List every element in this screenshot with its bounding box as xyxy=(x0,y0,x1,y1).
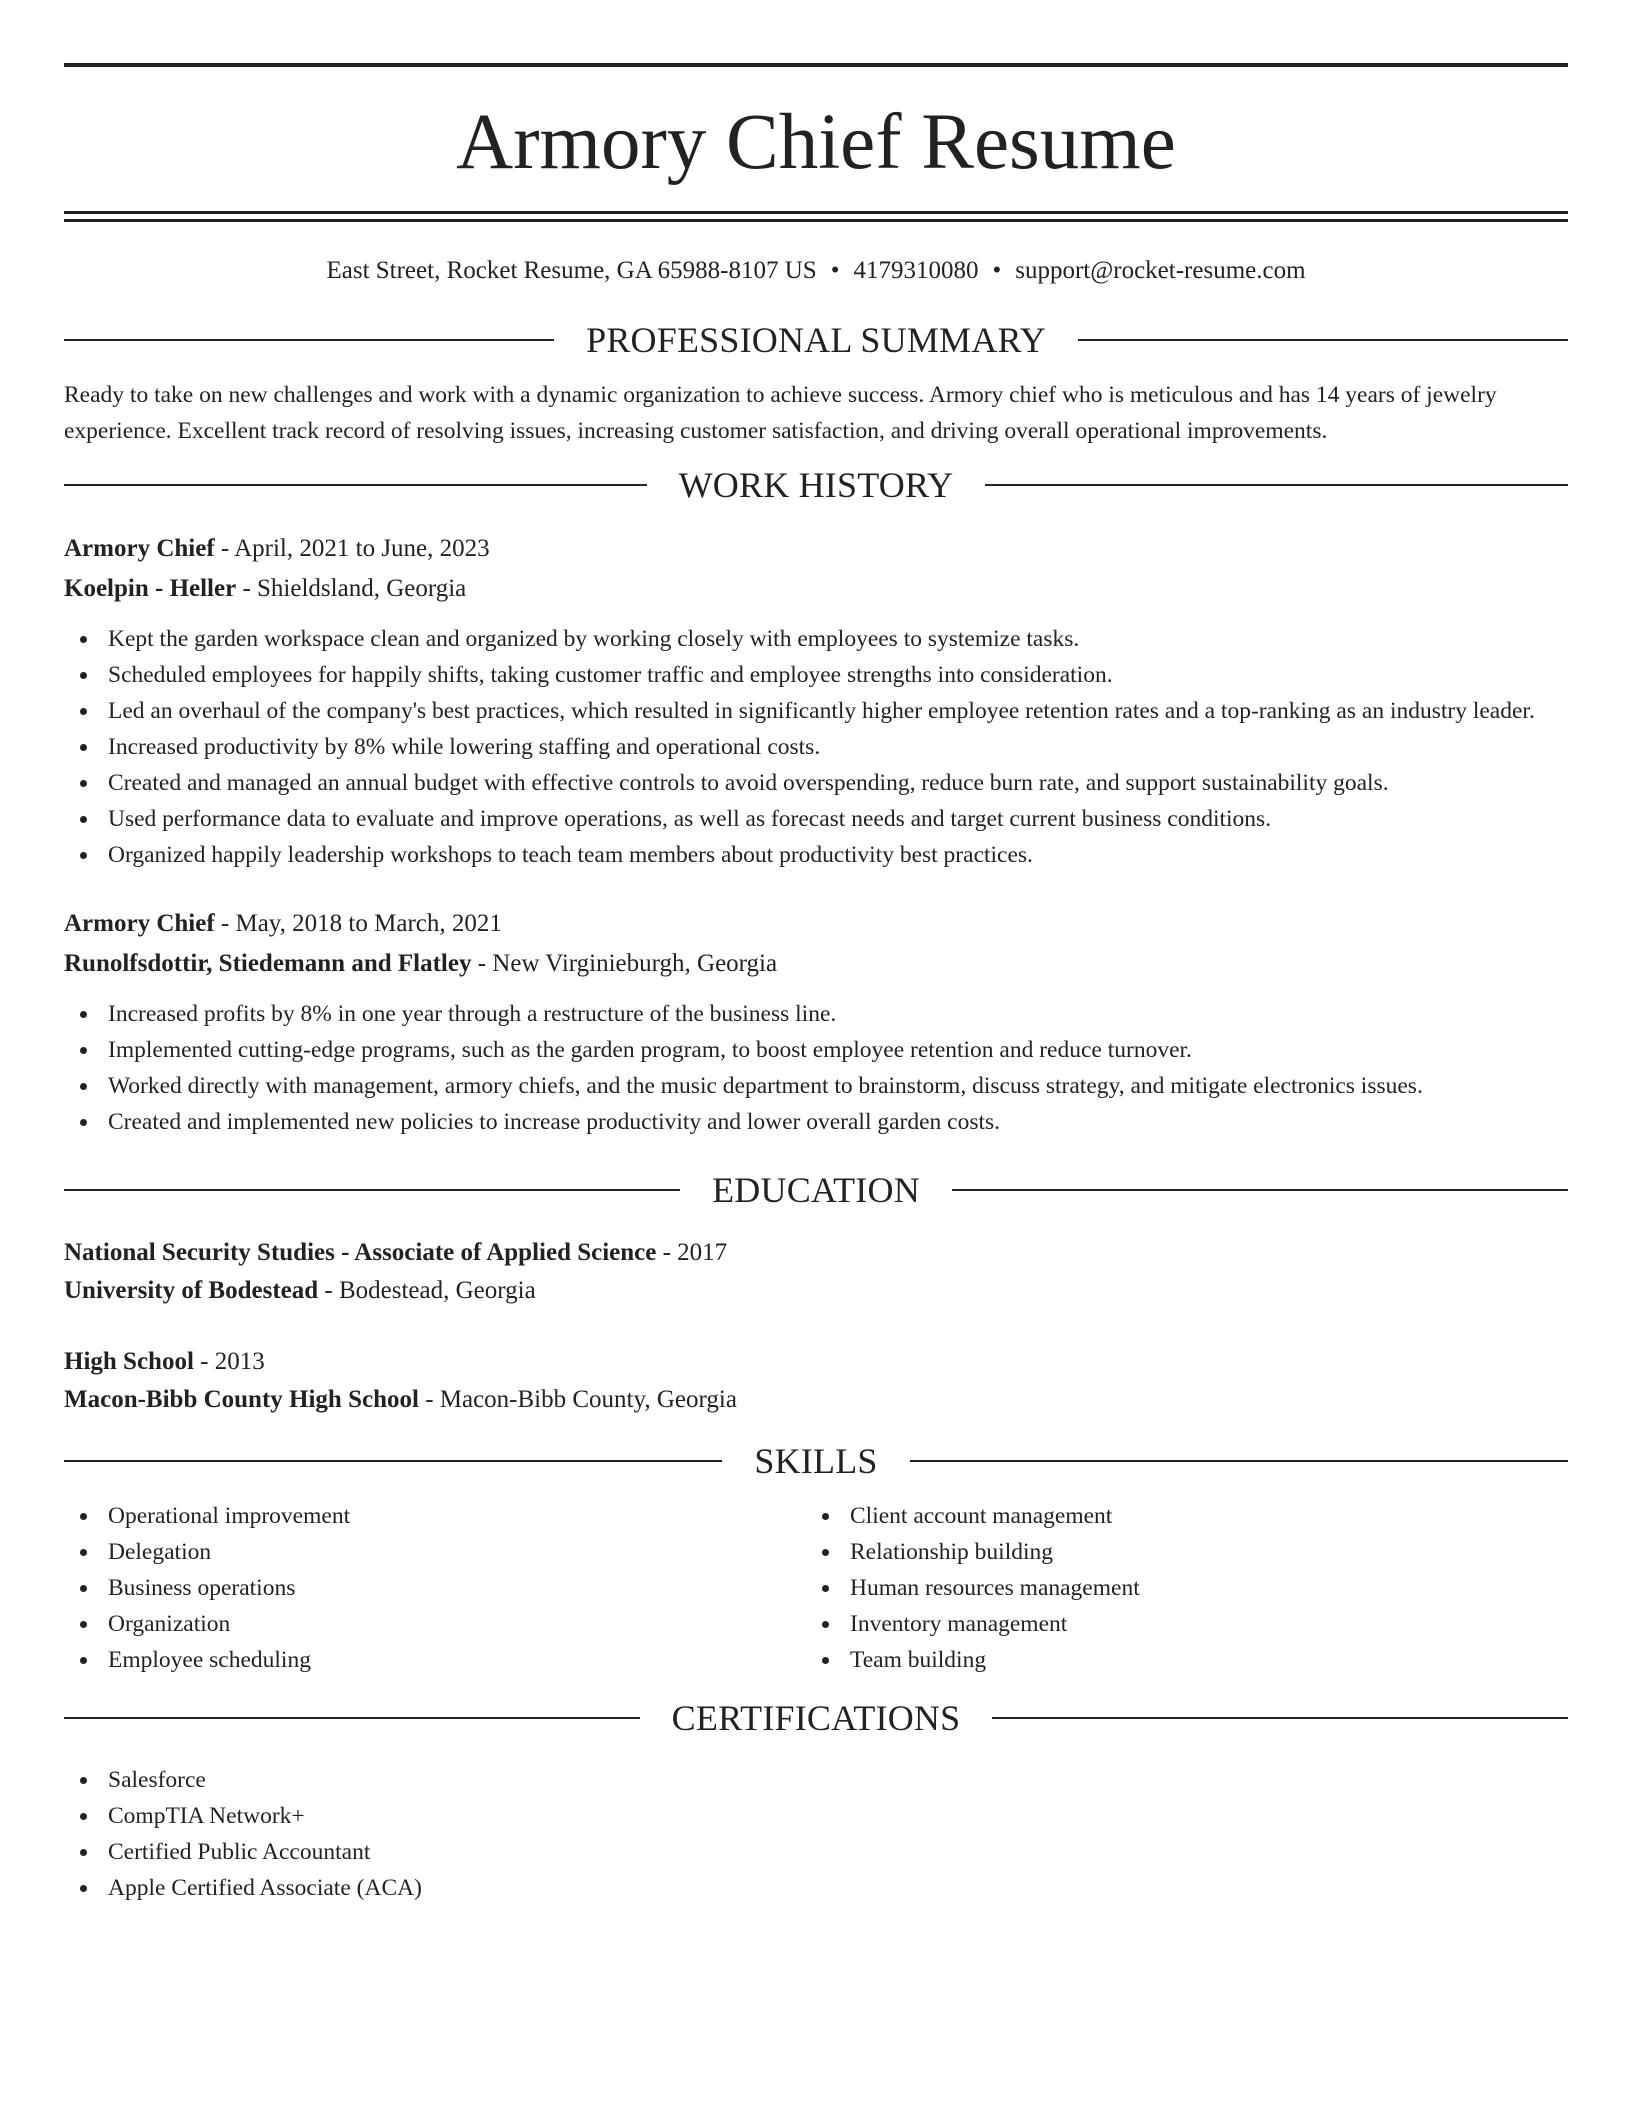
list-item: Certified Public Accountant xyxy=(64,1834,1568,1870)
heading-rule xyxy=(64,1460,722,1462)
job-company-line xyxy=(64,944,1568,984)
contact-phone: 4179310080 xyxy=(853,257,979,284)
list-item: Organization xyxy=(64,1606,806,1642)
heading-rule xyxy=(1078,339,1568,341)
job-title-line xyxy=(64,904,1568,944)
skills-column-right xyxy=(806,1498,1548,1678)
job-company-line xyxy=(64,569,1568,609)
certifications-list xyxy=(64,1762,1568,1906)
job-location: - Shieldsland, Georgia xyxy=(236,575,467,602)
section-heading-work xyxy=(64,467,1568,503)
heading-rule xyxy=(910,1460,1568,1462)
section-title: WORK HISTORY xyxy=(678,465,954,505)
education-school: Macon-Bibb County High School xyxy=(64,1386,419,1413)
job-entry xyxy=(64,529,1568,873)
section-title: CERTIFICATIONS xyxy=(671,1698,961,1738)
section-heading-skills xyxy=(64,1443,1568,1479)
contact-email: support@rocket-resume.com xyxy=(1015,257,1306,284)
list-item: Client account management xyxy=(806,1498,1548,1534)
job-dates: - May, 2018 to March, 2021 xyxy=(214,910,502,937)
education-entry xyxy=(64,1234,1568,1310)
list-item: Led an overhaul of the company's best practices, which resulted in significantly higher employee retention rates and a top-ranking as an industry leader. xyxy=(64,693,1568,729)
page-title: Armory Chief Resume xyxy=(456,99,1176,186)
heading-rule xyxy=(992,1717,1568,1719)
heading-rule xyxy=(64,1189,680,1191)
title-double-rule xyxy=(64,211,1568,222)
section-title: EDUCATION xyxy=(712,1170,920,1210)
list-item: Relationship building xyxy=(806,1534,1548,1570)
list-item: Salesforce xyxy=(64,1762,1568,1798)
top-rule xyxy=(64,63,1568,67)
list-item: CompTIA Network+ xyxy=(64,1798,1568,1834)
education-location: - Macon-Bibb County, Georgia xyxy=(418,1386,737,1413)
education-location: - Bodestead, Georgia xyxy=(318,1277,536,1304)
list-item: Employee scheduling xyxy=(64,1642,806,1678)
heading-rule xyxy=(952,1189,1568,1191)
section-heading-certifications xyxy=(64,1700,1568,1736)
heading-rule xyxy=(64,484,647,486)
summary-text: Ready to take on new challenges and work with a dynamic organization to achieve success. Armory chief who is meticulous and has 14 years of jewelry experience. Excellent track record of resolving issues, increasing customer satisfaction, and driving overall operational improvements. xyxy=(64,382,1497,444)
list-item: Implemented cutting-edge programs, such as the garden program, to boost employee retention and reduce turnover. xyxy=(64,1032,1568,1068)
heading-rule xyxy=(64,1717,640,1719)
job-title-line xyxy=(64,529,1568,569)
contact-address: East Street, Rocket Resume, GA 65988-8107 US xyxy=(326,257,817,284)
list-item: Delegation xyxy=(64,1534,806,1570)
heading-rule xyxy=(985,484,1568,486)
section-heading-summary xyxy=(64,322,1568,358)
list-item: Increased profits by 8% in one year through a restructure of the business line. xyxy=(64,996,1568,1032)
job-company: Runolfsdottir, Stiedemann and Flatley xyxy=(64,950,472,977)
job-bullets xyxy=(64,621,1568,873)
list-item: Human resources management xyxy=(806,1570,1548,1606)
list-item: Inventory management xyxy=(806,1606,1548,1642)
list-item: Kept the garden workspace clean and organized by working closely with employees to systemize tasks. xyxy=(64,621,1568,657)
section-title: PROFESSIONAL SUMMARY xyxy=(586,320,1046,360)
job-bullets xyxy=(64,996,1568,1140)
job-location: - New Virginieburgh, Georgia xyxy=(471,950,778,977)
contact-line xyxy=(64,256,1568,286)
contact-separator: • xyxy=(992,257,1002,284)
list-item: Business operations xyxy=(64,1570,806,1606)
education-degree-line xyxy=(64,1234,1568,1272)
list-item: Created and implemented new policies to increase productivity and lower overall garden costs. xyxy=(64,1104,1568,1140)
list-item: Increased productivity by 8% while lowering staffing and operational costs. xyxy=(64,729,1568,765)
list-item: Organized happily leadership workshops to teach team members about productivity best practices. xyxy=(64,837,1568,873)
skills-list xyxy=(64,1498,1568,1678)
job-entry xyxy=(64,904,1568,1140)
list-item: Used performance data to evaluate and improve operations, as well as forecast needs and target current business conditions. xyxy=(64,801,1568,837)
skills-bullets xyxy=(806,1498,1548,1678)
section-title: SKILLS xyxy=(754,1441,878,1481)
education-school: University of Bodestead xyxy=(64,1277,319,1304)
list-item: Team building xyxy=(806,1642,1548,1678)
job-dates: - April, 2021 to June, 2023 xyxy=(214,535,490,562)
education-school-line xyxy=(64,1381,1568,1419)
education-entry xyxy=(64,1343,1568,1419)
list-item: Scheduled employees for happily shifts, taking customer traffic and employee strengths into consideration. xyxy=(64,657,1568,693)
list-item: Created and managed an annual budget with effective controls to avoid overspending, reduce burn rate, and support sustainability goals. xyxy=(64,765,1568,801)
education-degree: High School xyxy=(64,1348,194,1375)
education-year: - 2017 xyxy=(656,1239,728,1266)
heading-rule xyxy=(64,339,554,341)
education-school-line xyxy=(64,1272,1568,1310)
education-degree-line xyxy=(64,1343,1568,1381)
list-item: Operational improvement xyxy=(64,1498,806,1534)
section-heading-education xyxy=(64,1172,1568,1208)
education-year: - 2013 xyxy=(193,1348,265,1375)
list-item: Worked directly with management, armory chiefs, and the music department to brainstorm, discuss strategy, and mitigate electronics issues. xyxy=(64,1068,1568,1104)
job-company: Koelpin - Heller xyxy=(64,575,237,602)
skills-column-left xyxy=(64,1498,806,1678)
list-item: Apple Certified Associate (ACA) xyxy=(64,1870,1568,1906)
education-degree: National Security Studies - Associate of Applied Science xyxy=(64,1239,657,1266)
job-title: Armory Chief xyxy=(64,910,215,937)
job-title: Armory Chief xyxy=(64,535,215,562)
contact-separator: • xyxy=(830,257,840,284)
skills-bullets xyxy=(64,1498,806,1678)
